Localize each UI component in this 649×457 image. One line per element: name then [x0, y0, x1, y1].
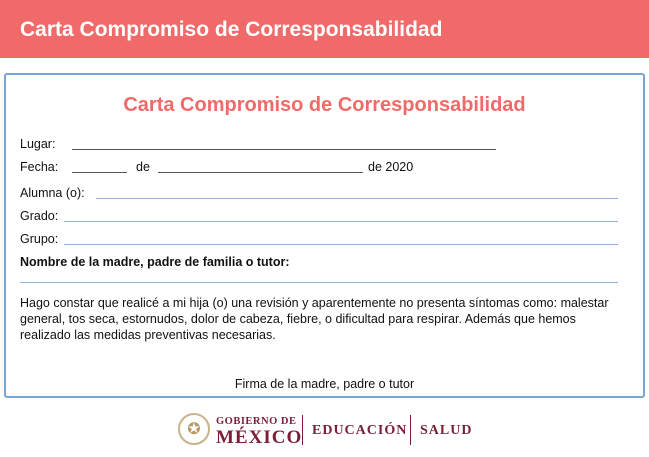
- header-banner: [0, 0, 649, 58]
- mexico-text: MÉXICO: [216, 427, 303, 448]
- signature-label: Firma de la madre, padre o tutor: [234, 377, 415, 391]
- tutor-label: Nombre de la madre, padre de familia o tutor:: [20, 255, 290, 269]
- educacion-text: EDUCACIÓN: [312, 423, 408, 438]
- national-seal-icon: ✪: [178, 413, 210, 445]
- fecha-label: Fecha:: [20, 160, 59, 174]
- alumna-line[interactable]: [96, 198, 618, 199]
- gobierno-de-text: GOBIERNO DE: [216, 416, 297, 427]
- fecha-year-label: de 2020: [368, 160, 414, 174]
- statement-paragraph: Hago constar que realicé a mi hija (o) una revisión y aparentemente no presenta síntomas como: malestar general, tos seca, estornudos, dolor de cabeza, fiebre, o dificultad para respirar. Además que hemos realizado las medidas preventivas necesarias.: [20, 296, 609, 342]
- salud-text: SALUD: [420, 423, 473, 438]
- lugar-label: Lugar:: [20, 137, 56, 151]
- government-footer: [0, 405, 649, 457]
- alumna-label: Alumna (o):: [20, 186, 85, 200]
- grado-label: Grado:: [20, 209, 59, 223]
- grado-line[interactable]: [64, 221, 618, 222]
- lugar-line[interactable]: [72, 149, 496, 150]
- fecha-month-line[interactable]: [158, 172, 363, 173]
- footer-divider: [410, 415, 411, 445]
- card-title: Carta Compromiso de Corresponsabilidad: [123, 94, 526, 116]
- footer-divider: [302, 415, 303, 445]
- tutor-line[interactable]: [20, 282, 618, 283]
- fecha-de-label: de: [136, 160, 150, 174]
- banner-title: Carta Compromiso de Corresponsabilidad: [20, 18, 443, 41]
- fecha-day-line[interactable]: [72, 172, 127, 173]
- grupo-label: Grupo:: [20, 232, 59, 246]
- commitment-letter-card: [4, 73, 645, 398]
- grupo-line[interactable]: [64, 244, 618, 245]
